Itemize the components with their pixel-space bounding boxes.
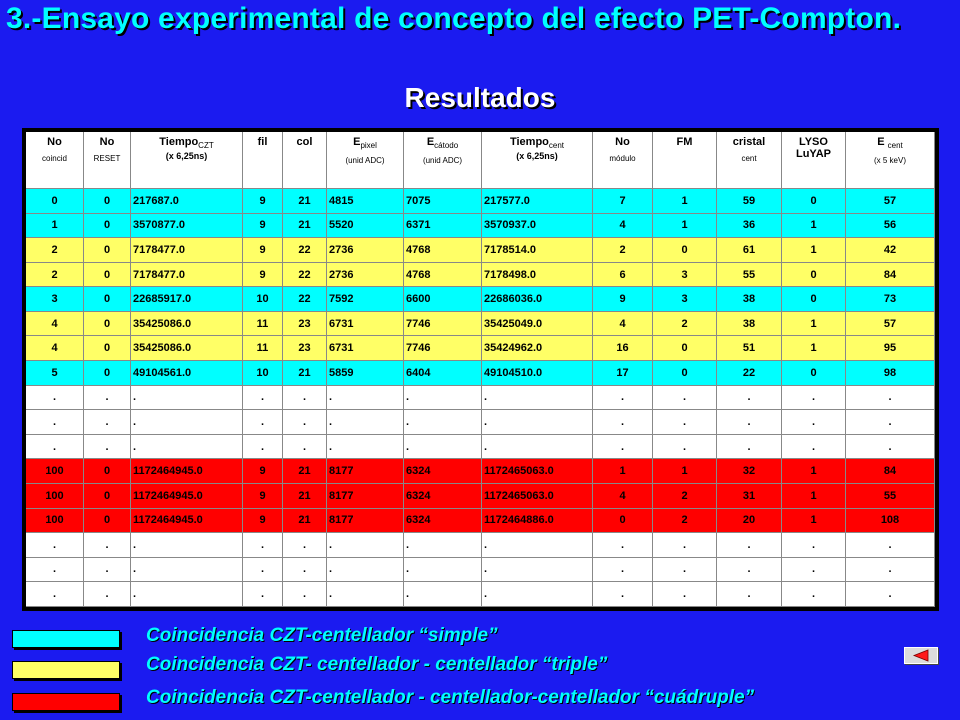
- cell-cristal: .: [717, 410, 782, 435]
- cell-lyso-luyap: 1: [782, 238, 846, 263]
- cell-lyso-luyap: 0: [782, 287, 846, 312]
- cell-no-reset: 0: [84, 361, 131, 386]
- cell-tiempo-czt: .: [131, 533, 243, 558]
- cell-fil: .: [243, 558, 283, 583]
- cell-e-cent: 95: [846, 336, 935, 361]
- cell-no-reset: .: [84, 582, 131, 607]
- cell-no-modulo: 17: [593, 361, 653, 386]
- table-body: [26, 189, 935, 607]
- cell-tiempo-czt: .: [131, 386, 243, 411]
- cell-tiempo-cent: 1172465063.0: [482, 459, 593, 484]
- legend-label-triple: Coincidencia CZT- centellador - centellador “triple”: [146, 654, 608, 675]
- cell-lyso-luyap: 0: [782, 361, 846, 386]
- table-row: [26, 263, 935, 288]
- cell-no-coincid: 100: [26, 459, 84, 484]
- cell-no-modulo: 1: [593, 459, 653, 484]
- cell-tiempo-czt: 1172464945.0: [131, 509, 243, 534]
- cell-no-modulo: 4: [593, 214, 653, 239]
- cell-tiempo-cent: 217577.0: [482, 189, 593, 214]
- cell-fil: .: [243, 533, 283, 558]
- cell-no-reset: 0: [84, 459, 131, 484]
- cell-tiempo-cent: 49104510.0: [482, 361, 593, 386]
- cell-e-cent: 73: [846, 287, 935, 312]
- cell-e-cent: 98: [846, 361, 935, 386]
- cell-col: 21: [283, 361, 327, 386]
- cell-no-coincid: .: [26, 558, 84, 583]
- legend-label-cuadruple: Coincidencia CZT-centellador - centellador-centellador “cuádruple”: [146, 687, 755, 708]
- cell-col: 21: [283, 484, 327, 509]
- results-table: [26, 132, 935, 607]
- cell-e-catodo: .: [404, 410, 482, 435]
- table-row: [26, 459, 935, 484]
- cell-fm: .: [653, 533, 717, 558]
- cell-no-coincid: 100: [26, 509, 84, 534]
- cell-e-cent: .: [846, 410, 935, 435]
- cell-e-catodo: .: [404, 435, 482, 460]
- cell-tiempo-cent: .: [482, 435, 593, 460]
- cell-fm: 3: [653, 287, 717, 312]
- cell-e-catodo: .: [404, 582, 482, 607]
- cell-tiempo-czt: 1172464945.0: [131, 459, 243, 484]
- cell-col: 21: [283, 459, 327, 484]
- slide-title: 3.-Ensayo experimental de concepto del efecto PET-Compton.: [6, 2, 902, 35]
- cell-e-cent: 57: [846, 189, 935, 214]
- cell-no-reset: 0: [84, 189, 131, 214]
- cell-fm: 2: [653, 312, 717, 337]
- cell-fil: 9: [243, 484, 283, 509]
- cell-fil: 11: [243, 336, 283, 361]
- cell-cristal: 55: [717, 263, 782, 288]
- cell-fm: 0: [653, 336, 717, 361]
- cell-e-pixel: .: [327, 582, 404, 607]
- cell-lyso-luyap: .: [782, 533, 846, 558]
- table-row: [26, 484, 935, 509]
- cell-fil: 9: [243, 214, 283, 239]
- cell-no-modulo: .: [593, 582, 653, 607]
- cell-tiempo-cent: 3570937.0: [482, 214, 593, 239]
- table-row: [26, 410, 935, 435]
- cell-tiempo-czt: .: [131, 410, 243, 435]
- cell-e-pixel: .: [327, 533, 404, 558]
- cell-e-catodo: 6324: [404, 459, 482, 484]
- cell-no-coincid: 2: [26, 263, 84, 288]
- header-col: col: [283, 132, 327, 189]
- cell-no-modulo: 0: [593, 509, 653, 534]
- cell-e-cent: 42: [846, 238, 935, 263]
- cell-no-coincid: 1: [26, 214, 84, 239]
- cell-no-reset: 0: [84, 214, 131, 239]
- cell-fm: 2: [653, 484, 717, 509]
- table-row: [26, 509, 935, 534]
- cell-fil: 9: [243, 459, 283, 484]
- cell-no-reset: .: [84, 533, 131, 558]
- cell-no-modulo: 9: [593, 287, 653, 312]
- cell-no-modulo: 6: [593, 263, 653, 288]
- cell-tiempo-cent: 35424962.0: [482, 336, 593, 361]
- cell-no-coincid: 5: [26, 361, 84, 386]
- cell-e-cent: 108: [846, 509, 935, 534]
- table-row: [26, 558, 935, 583]
- cell-tiempo-czt: 22685917.0: [131, 287, 243, 312]
- cell-e-cent: 55: [846, 484, 935, 509]
- cell-e-catodo: 6324: [404, 484, 482, 509]
- legend-swatch-triple: [12, 661, 120, 679]
- cell-col: 21: [283, 509, 327, 534]
- cell-no-reset: .: [84, 386, 131, 411]
- cell-tiempo-czt: 1172464945.0: [131, 484, 243, 509]
- cell-tiempo-cent: 7178514.0: [482, 238, 593, 263]
- table-row: [26, 214, 935, 239]
- cell-lyso-luyap: 1: [782, 459, 846, 484]
- cell-no-modulo: 2: [593, 238, 653, 263]
- previous-slide-button[interactable]: [904, 647, 938, 664]
- cell-fil: 9: [243, 263, 283, 288]
- cell-cristal: .: [717, 558, 782, 583]
- cell-e-cent: 84: [846, 459, 935, 484]
- cell-tiempo-cent: .: [482, 533, 593, 558]
- header-no-modulo: No módulo: [593, 132, 653, 189]
- cell-lyso-luyap: 1: [782, 214, 846, 239]
- legend-label-simple: Coincidencia CZT-centellador “simple”: [146, 625, 498, 646]
- cell-no-reset: 0: [84, 509, 131, 534]
- cell-cristal: 51: [717, 336, 782, 361]
- cell-e-cent: 57: [846, 312, 935, 337]
- cell-e-catodo: 6600: [404, 287, 482, 312]
- table-row: [26, 238, 935, 263]
- cell-tiempo-cent: 1172465063.0: [482, 484, 593, 509]
- cell-fm: 1: [653, 189, 717, 214]
- cell-fm: 2: [653, 509, 717, 534]
- cell-fil: .: [243, 386, 283, 411]
- table-header-row: [26, 132, 935, 189]
- cell-cristal: .: [717, 435, 782, 460]
- cell-no-coincid: 4: [26, 312, 84, 337]
- table-row: [26, 189, 935, 214]
- header-lyso-luyap: LYSO LuYAP: [782, 132, 846, 189]
- cell-tiempo-cent: .: [482, 386, 593, 411]
- cell-col: 23: [283, 312, 327, 337]
- cell-no-reset: 0: [84, 312, 131, 337]
- cell-fm: .: [653, 410, 717, 435]
- cell-cristal: .: [717, 386, 782, 411]
- cell-tiempo-cent: 1172464886.0: [482, 509, 593, 534]
- cell-fm: 3: [653, 263, 717, 288]
- cell-no-modulo: 7: [593, 189, 653, 214]
- cell-e-catodo: 6324: [404, 509, 482, 534]
- cell-fil: .: [243, 582, 283, 607]
- header-cristal: cristal cent: [717, 132, 782, 189]
- results-table-frame: [22, 128, 939, 611]
- cell-fil: 11: [243, 312, 283, 337]
- header-no-coincid: No coincid: [26, 132, 84, 189]
- cell-lyso-luyap: 1: [782, 336, 846, 361]
- cell-e-catodo: 6404: [404, 361, 482, 386]
- cell-cristal: 20: [717, 509, 782, 534]
- cell-lyso-luyap: 1: [782, 484, 846, 509]
- cell-e-cent: .: [846, 386, 935, 411]
- cell-tiempo-czt: 49104561.0: [131, 361, 243, 386]
- cell-e-pixel: 8177: [327, 509, 404, 534]
- header-e-pixel: $E_{pixel}$ (unid ADC): [327, 132, 404, 189]
- cell-no-coincid: 2: [26, 238, 84, 263]
- cell-col: .: [283, 386, 327, 411]
- table-row: [26, 582, 935, 607]
- cell-fm: 1: [653, 214, 717, 239]
- cell-col: .: [283, 582, 327, 607]
- cell-e-cent: 56: [846, 214, 935, 239]
- cell-tiempo-czt: 7178477.0: [131, 263, 243, 288]
- cell-col: 22: [283, 287, 327, 312]
- cell-lyso-luyap: 0: [782, 263, 846, 288]
- cell-tiempo-czt: 35425086.0: [131, 336, 243, 361]
- header-e-catodo: $E_{cátodo}$ (unid ADC): [404, 132, 482, 189]
- cell-e-pixel: 7592: [327, 287, 404, 312]
- cell-tiempo-czt: 7178477.0: [131, 238, 243, 263]
- cell-no-modulo: 16: [593, 336, 653, 361]
- header-fm: FM: [653, 132, 717, 189]
- cell-no-modulo: .: [593, 386, 653, 411]
- cell-e-pixel: 8177: [327, 459, 404, 484]
- cell-no-modulo: 4: [593, 484, 653, 509]
- cell-no-coincid: 3: [26, 287, 84, 312]
- cell-no-coincid: .: [26, 410, 84, 435]
- cell-no-reset: 0: [84, 238, 131, 263]
- cell-cristal: 31: [717, 484, 782, 509]
- cell-no-coincid: .: [26, 435, 84, 460]
- cell-cristal: 38: [717, 287, 782, 312]
- cell-e-pixel: 5520: [327, 214, 404, 239]
- cell-cristal: .: [717, 533, 782, 558]
- cell-e-catodo: .: [404, 558, 482, 583]
- cell-no-reset: 0: [84, 484, 131, 509]
- cell-e-catodo: 4768: [404, 263, 482, 288]
- table-row: [26, 386, 935, 411]
- cell-e-pixel: .: [327, 410, 404, 435]
- cell-fil: 9: [243, 509, 283, 534]
- cell-e-pixel: 2736: [327, 263, 404, 288]
- cell-e-catodo: 7746: [404, 336, 482, 361]
- cell-lyso-luyap: .: [782, 410, 846, 435]
- cell-no-reset: 0: [84, 287, 131, 312]
- cell-fil: 9: [243, 238, 283, 263]
- cell-cristal: 38: [717, 312, 782, 337]
- cell-fm: .: [653, 386, 717, 411]
- cell-e-cent: .: [846, 435, 935, 460]
- cell-no-reset: .: [84, 410, 131, 435]
- header-e-cent: E $_{cent}$ (x 5 keV): [846, 132, 935, 189]
- cell-lyso-luyap: .: [782, 386, 846, 411]
- cell-e-catodo: 4768: [404, 238, 482, 263]
- cell-no-reset: 0: [84, 263, 131, 288]
- cell-no-reset: 0: [84, 336, 131, 361]
- cell-fil: 9: [243, 189, 283, 214]
- cell-col: .: [283, 533, 327, 558]
- cell-fm: .: [653, 435, 717, 460]
- cell-e-cent: 84: [846, 263, 935, 288]
- cell-e-pixel: 4815: [327, 189, 404, 214]
- cell-e-catodo: .: [404, 386, 482, 411]
- cell-cristal: 36: [717, 214, 782, 239]
- cell-cristal: 59: [717, 189, 782, 214]
- table-row: [26, 336, 935, 361]
- cell-col: 22: [283, 238, 327, 263]
- cell-fm: .: [653, 558, 717, 583]
- cell-no-modulo: .: [593, 558, 653, 583]
- cell-tiempo-czt: 217687.0: [131, 189, 243, 214]
- cell-lyso-luyap: .: [782, 582, 846, 607]
- cell-e-cent: .: [846, 558, 935, 583]
- cell-col: 21: [283, 214, 327, 239]
- cell-tiempo-czt: 35425086.0: [131, 312, 243, 337]
- legend-swatch-simple: [12, 630, 120, 648]
- cell-col: .: [283, 558, 327, 583]
- cell-col: 22: [283, 263, 327, 288]
- legend-swatch-cuadruple: [12, 693, 120, 711]
- cell-tiempo-czt: .: [131, 435, 243, 460]
- cell-no-coincid: .: [26, 533, 84, 558]
- cell-cristal: 61: [717, 238, 782, 263]
- cell-e-cent: .: [846, 533, 935, 558]
- slide-subtitle: Resultados: [404, 82, 556, 113]
- cell-no-reset: .: [84, 435, 131, 460]
- cell-e-pixel: .: [327, 435, 404, 460]
- cell-cristal: 32: [717, 459, 782, 484]
- cell-e-pixel: 2736: [327, 238, 404, 263]
- cell-tiempo-cent: 22686036.0: [482, 287, 593, 312]
- cell-e-catodo: 7746: [404, 312, 482, 337]
- cell-tiempo-cent: .: [482, 558, 593, 583]
- cell-lyso-luyap: .: [782, 435, 846, 460]
- cell-no-modulo: .: [593, 533, 653, 558]
- cell-fm: 0: [653, 238, 717, 263]
- cell-e-pixel: 5859: [327, 361, 404, 386]
- cell-e-catodo: .: [404, 533, 482, 558]
- cell-e-pixel: .: [327, 558, 404, 583]
- cell-no-coincid: .: [26, 582, 84, 607]
- header-tiempo-czt: Tiempo$_{CZT}$ (x 6,25ns): [131, 132, 243, 189]
- cell-col: .: [283, 410, 327, 435]
- cell-no-reset: .: [84, 558, 131, 583]
- cell-no-coincid: 100: [26, 484, 84, 509]
- cell-tiempo-cent: 7178498.0: [482, 263, 593, 288]
- cell-fm: .: [653, 582, 717, 607]
- cell-e-pixel: .: [327, 386, 404, 411]
- cell-tiempo-czt: .: [131, 582, 243, 607]
- cell-col: .: [283, 435, 327, 460]
- cell-tiempo-cent: 35425049.0: [482, 312, 593, 337]
- cell-no-modulo: .: [593, 435, 653, 460]
- cell-tiempo-cent: .: [482, 410, 593, 435]
- cell-cristal: 22: [717, 361, 782, 386]
- cell-no-coincid: 0: [26, 189, 84, 214]
- cell-e-catodo: 6371: [404, 214, 482, 239]
- cell-no-modulo: .: [593, 410, 653, 435]
- cell-no-coincid: 4: [26, 336, 84, 361]
- header-no-reset: No RESET: [84, 132, 131, 189]
- header-fil: fil: [243, 132, 283, 189]
- cell-fil: 10: [243, 287, 283, 312]
- header-tiempo-cent: Tiempo$_{cent}$ (x 6,25ns): [482, 132, 593, 189]
- cell-fm: 0: [653, 361, 717, 386]
- cell-no-coincid: .: [26, 386, 84, 411]
- cell-no-modulo: 4: [593, 312, 653, 337]
- cell-tiempo-czt: .: [131, 558, 243, 583]
- cell-lyso-luyap: 1: [782, 312, 846, 337]
- table-row: [26, 312, 935, 337]
- table-row: [26, 287, 935, 312]
- cell-e-pixel: 6731: [327, 312, 404, 337]
- cell-lyso-luyap: 0: [782, 189, 846, 214]
- cell-fil: 10: [243, 361, 283, 386]
- cell-cristal: .: [717, 582, 782, 607]
- cell-e-cent: .: [846, 582, 935, 607]
- cell-lyso-luyap: 1: [782, 509, 846, 534]
- cell-tiempo-cent: .: [482, 582, 593, 607]
- table-row: [26, 533, 935, 558]
- cell-fm: 1: [653, 459, 717, 484]
- cell-e-pixel: 8177: [327, 484, 404, 509]
- cell-fil: .: [243, 410, 283, 435]
- cell-e-pixel: 6731: [327, 336, 404, 361]
- table-row: [26, 361, 935, 386]
- cell-col: 23: [283, 336, 327, 361]
- cell-fil: .: [243, 435, 283, 460]
- table-row: [26, 435, 935, 460]
- cell-col: 21: [283, 189, 327, 214]
- cell-lyso-luyap: .: [782, 558, 846, 583]
- triangle-left-icon: [905, 648, 937, 663]
- cell-e-catodo: 7075: [404, 189, 482, 214]
- cell-tiempo-czt: 3570877.0: [131, 214, 243, 239]
